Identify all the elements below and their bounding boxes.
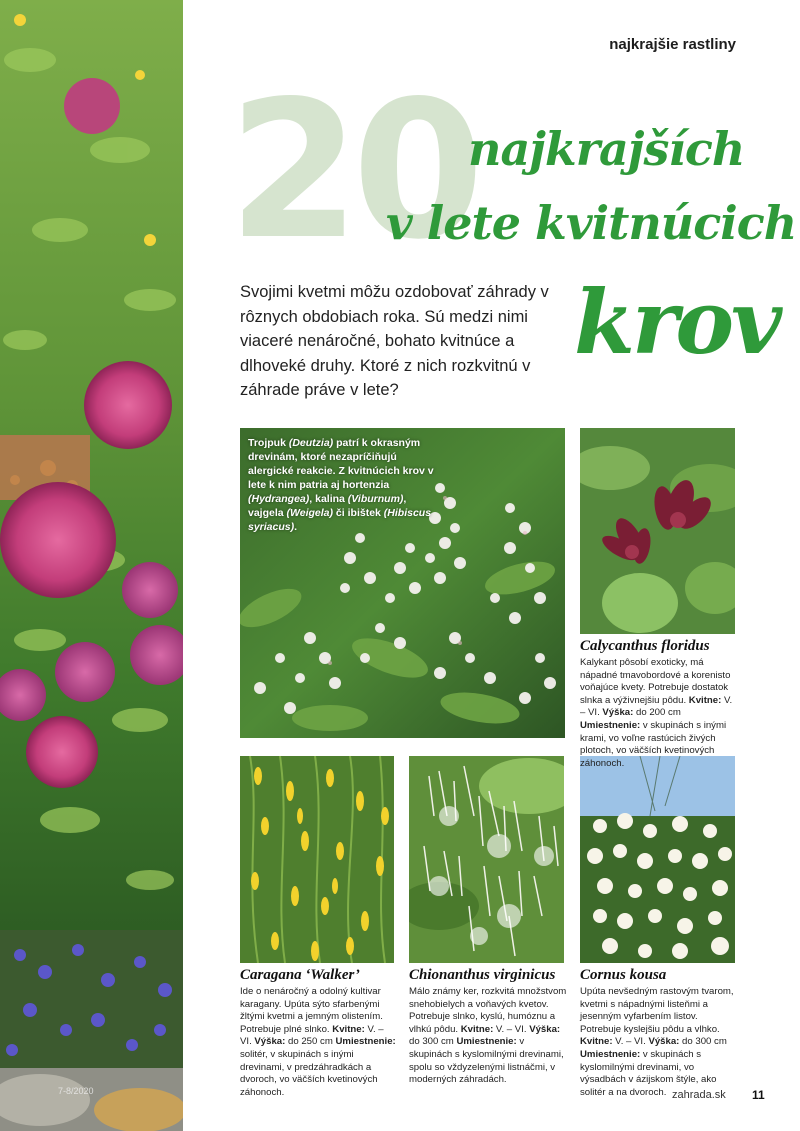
cornus-photo <box>580 756 735 963</box>
plant-name: Caragana ‘Walker’ <box>240 967 360 983</box>
deutzia-caption: Trojpuk (Deutzia) patrí k okrasným drevinám, ktoré nezapríčiňujú alergické reakcie. Z kvitnúcich krov v lete k nim patria aj hortenzia (Hydrangea), kalina (Viburnum), vajgela (Weigela) či ibištek (Hibiscus syriacus). <box>248 437 434 533</box>
calycanthus-image <box>580 428 735 634</box>
plant-caragana <box>240 967 398 1099</box>
garden-photo <box>0 0 183 1131</box>
title-line-1: najkrajších <box>468 122 745 176</box>
calycanthus-photo <box>580 428 735 634</box>
caragana-image <box>240 756 394 963</box>
plant-description: Málo známy ker, rozkvitá množstvom snehobielych a voňavých kvetov. Potrebuje slnko, kyslú, humóznu a vlhkú pôdu. Kvitne: V. – VI. Výška: do 300 cm Umiestnenie: v skupinách s kyslomilnými drevinami, spolu so vždyzelenými listnáčmi, v moderných záhradách. <box>409 986 567 1086</box>
chionanthus-photo <box>409 756 564 963</box>
plant-cornus <box>580 967 740 1099</box>
plant-name: Chionanthus virginicus <box>409 967 556 983</box>
cornus-image <box>580 756 735 963</box>
caragana-photo <box>240 756 394 963</box>
footer-website: zahrada.sk <box>672 1089 726 1101</box>
title-number: 20 <box>228 60 477 281</box>
title-line-2: v lete kvitnúcich <box>386 196 797 250</box>
plant-name: Cornus kousa <box>580 967 667 983</box>
plant-name: Calycanthus floridus <box>580 638 710 654</box>
plant-description: Kalykant pôsobí exoticky, má nápadné tmavobordové a korenisto voňajúce kvety. Potrebuje dostatok slnka a výživnejšiu pôdu. Kvitne: V. – VI. Výška: do 200 cm Umiestnenie: v skupinách s inými krami, vo voľne rastúcich živých plotoch, vo väčších kvetinových záhonoch. <box>580 657 733 769</box>
title-line-3: krov <box>574 270 780 374</box>
chionanthus-image <box>409 756 564 963</box>
deutzia-photo <box>240 428 565 738</box>
plant-chionanthus <box>409 967 569 1087</box>
page-number: 11 <box>752 1088 765 1102</box>
left-photo-strip <box>0 0 183 1131</box>
intro-paragraph: Svojimi kvetmi môžu ozdobovať záhrady v rôznych obdobiach roka. Sú medzi nimi viaceré nenáročné, bohato kvitnúce a dlhoveké druhy. Ktoré z nich rozkvitnú v záhrade práve v lete? <box>240 283 549 399</box>
section-label: najkrajšie rastliny <box>609 36 736 53</box>
issue-number: 7-8/2020 <box>58 1086 94 1096</box>
plant-calycanthus <box>580 638 740 770</box>
plant-description: Ide o nenáročný a odolný kultivar karagany. Upúta sýto sfarbenými žltými kvetmi a jemným olistením. Potrebuje plné slnko. Kvitne: V. – VI. Výška: do 250 cm Umiestnenie: solitér, v skupinách s inými drevinami, v predzáhradkách a dvoroch, vo väčších kvetinových záhonoch. <box>240 986 396 1098</box>
plant-description: Upúta nevšedným rastovým tvarom, kvetmi s nápadnými listeňmi a jesenným vyfarbením listov. Potrebuje kyslejšiu pôdu a vlhko. Kvitne: V. – VI. Výška: do 300 cm Umiestnenie: v skupinách s kyslomilnými drevinami, vo výsadbách v ázijskom štýle, ako solitér a na dvoroch. <box>580 986 734 1098</box>
